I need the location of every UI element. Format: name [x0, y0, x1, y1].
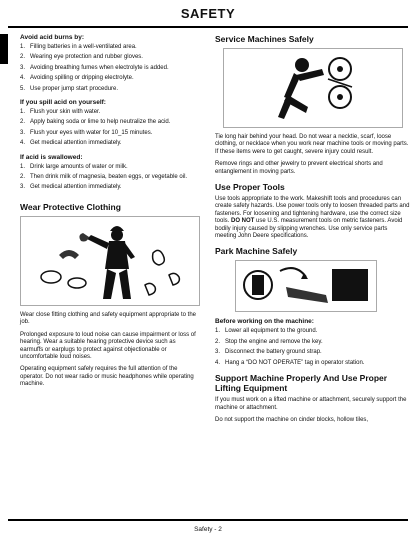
acid-burns-heading: Avoid acid burns by: — [20, 34, 85, 41]
swallowed-heading: If acid is swallowed: — [20, 153, 83, 161]
worker-gear-illustration — [21, 217, 199, 305]
spill-heading: If you spill acid on yourself: — [20, 99, 106, 107]
before-working-heading: Before working on the machine: — [215, 318, 314, 326]
list-item: 4. Hang a “DO NOT OPERATE” tag in operator station. — [215, 359, 365, 366]
support-paragraph-2: Do not support the machine on cinder blocks, hollow tiles, — [215, 416, 369, 423]
footer-rule — [8, 519, 408, 521]
list-item: 1. Filling batteries in a well-ventilated area. — [20, 44, 137, 50]
list-item: 3. Disconnect the battery ground strap. — [215, 349, 322, 356]
list-item: 5. Use proper jump start procedure. — [20, 85, 119, 92]
page-title: SAFETY — [180, 6, 236, 21]
support-heading: Support Machine Properly And Use Proper Lifting Equipment — [215, 373, 388, 394]
header-rule — [8, 26, 408, 28]
left-column — [20, 34, 198, 394]
park-heading: Park Machine Safely — [215, 246, 298, 257]
list-item: 1. Lower all equipment to the ground. — [215, 328, 318, 335]
section-tab-marker — [0, 34, 8, 64]
tools-paragraph: Use tools appropriate to the work. Makeshift tools and procedures can create safety hazards. Use power tools only to loosen threaded parts and fasteners. For loosening and tightening hardware, use the correct size tools. DO NOT use U.S. measurement tools on metric fasteners. Avoid bodily injury caused by slipping wrenches. Use only service parts meeting John Deere specifications. — [215, 196, 410, 240]
list-item: 2. Wearing eye protection and rubber gloves. — [20, 54, 143, 61]
service-paragraph-1: Tie long hair behind your head. Do not wear a necktie, scarf, loose clothing, or necklace when you work near machine tools or moving parts. If these items were to get caught, severe injury could result. — [215, 134, 409, 155]
wear-paragraph-2: Prolonged exposure to loud noise can cause impairment or loss of hearing. Wear a suitable hearing protective device such as earmuffs or earplugs to protect against objectionable or uncomfortable loud noises. — [20, 331, 196, 360]
entanglement-hazard-illustration — [224, 49, 402, 127]
service-heading: Service Machines Safely — [215, 34, 314, 44]
park-machine-figure — [235, 260, 377, 312]
list-item: 2. Then drink milk of magnesia, beaten eggs, or vegetable oil. — [20, 174, 188, 181]
service-paragraph-2: Remove rings and other jewelry to prevent electrical shorts and entanglement in moving parts. — [215, 161, 383, 175]
park-list — [215, 328, 410, 367]
list-item: 2. Stop the engine and remove the key. — [215, 338, 323, 345]
protective-clothing-figure — [20, 216, 200, 306]
tools-heading: Use Proper Tools — [215, 182, 285, 193]
acid-burns-list — [20, 44, 198, 93]
spill-list — [20, 109, 198, 148]
list-item: 3. Avoiding breathing fumes when electrolyte is added. — [20, 64, 169, 71]
list-item: 3. Flush your eyes with water for 10_15 minutes. — [20, 129, 153, 136]
list-item: 1. Drink large amounts of water or milk. — [20, 163, 128, 170]
key-removal-illustration — [236, 261, 376, 311]
swallowed-list — [20, 164, 198, 192]
list-item: 3. Get medical attention immediately. — [20, 184, 122, 191]
wear-paragraph-3: Operating equipment safely requires the full attention of the operator. Do not wear radio or music headphones while operating machine. — [20, 366, 194, 388]
page-footer: Safety - 2 — [194, 526, 222, 533]
wear-heading: Wear Protective Clothing — [20, 201, 121, 212]
support-paragraph-1: If you must work on a lifted machine or attachment, securely support the machine or attachment. — [215, 397, 407, 411]
right-column — [215, 34, 410, 429]
list-item: 4. Get medical attention immediately. — [20, 140, 122, 147]
list-item: 4. Avoiding spilling or dripping electrolyte. — [20, 75, 134, 82]
wear-paragraph-1: Wear close fitting clothing and safety equipment appropriate to the job. — [20, 311, 196, 326]
list-item: 1. Flush your skin with water. — [20, 109, 101, 116]
service-machines-figure — [223, 48, 403, 128]
list-item: 2. Apply baking soda or lime to help neutralize the acid. — [20, 119, 171, 126]
